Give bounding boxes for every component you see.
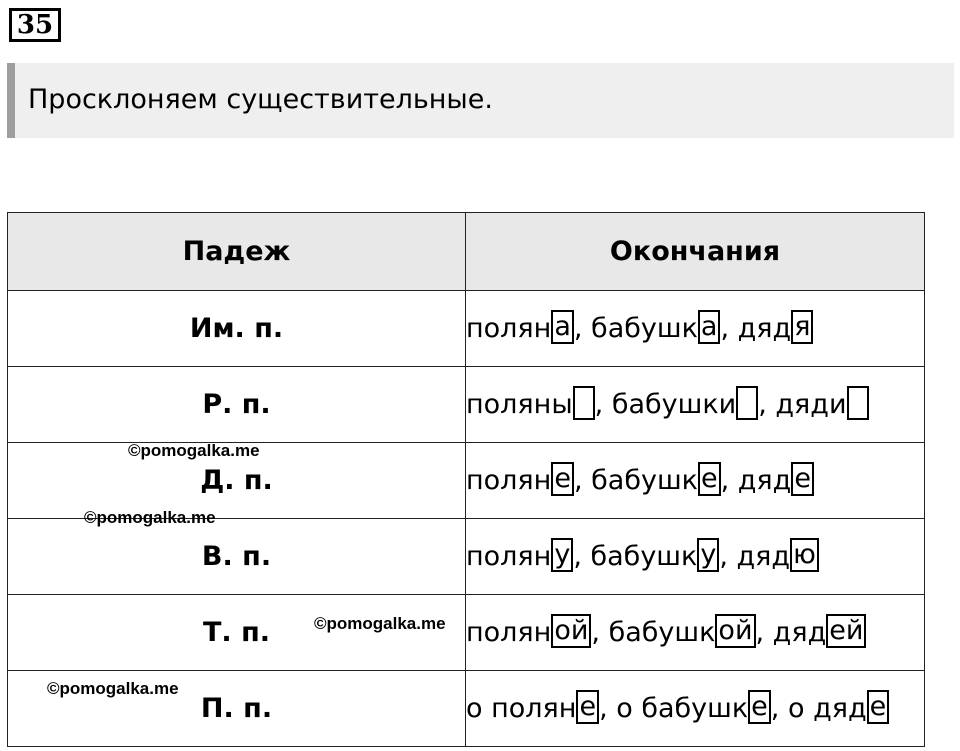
ending-box: ой bbox=[715, 614, 755, 648]
ending-box bbox=[736, 386, 758, 420]
ending-box: е bbox=[748, 690, 771, 724]
word-stem: о полян bbox=[466, 692, 577, 724]
ending-box bbox=[847, 386, 869, 420]
word-stem: , о бабушк bbox=[599, 692, 749, 724]
watermark: ©pomogalka.me bbox=[47, 679, 179, 698]
word-stem: поляны bbox=[466, 388, 573, 420]
endings-cell bbox=[466, 519, 925, 595]
case-cell: Р. п. bbox=[8, 367, 466, 443]
case-cell: Д. п. bbox=[8, 443, 466, 519]
ending-box: ей bbox=[826, 614, 866, 648]
ending-box: а bbox=[698, 310, 721, 344]
header-case: Падеж bbox=[8, 213, 466, 291]
ending-box: ю bbox=[790, 538, 819, 572]
ending-box: е bbox=[791, 462, 814, 496]
ending-box bbox=[573, 386, 595, 420]
endings-cell bbox=[466, 595, 925, 671]
word-stem: , дяд bbox=[720, 312, 792, 344]
ending-box: е bbox=[551, 462, 574, 496]
word-stem: полян bbox=[466, 616, 552, 648]
table-row bbox=[8, 367, 925, 443]
word-stem: , бабушк bbox=[591, 616, 716, 648]
header-endings: Окончания bbox=[466, 213, 925, 291]
word-stem: , дяди bbox=[758, 388, 847, 420]
endings-cell bbox=[466, 291, 925, 367]
watermark: ©pomogalka.me bbox=[84, 508, 216, 527]
task-banner bbox=[7, 63, 954, 138]
case-cell: Им. п. bbox=[8, 291, 466, 367]
case-cell: П. п. bbox=[8, 671, 466, 747]
ending-box: е bbox=[576, 690, 599, 724]
word-stem: , дяд bbox=[755, 616, 827, 648]
ending-box: а bbox=[551, 310, 574, 344]
ending-box: е bbox=[867, 690, 890, 724]
word-stem: , дяд bbox=[719, 540, 791, 572]
word-stem: , бабушк bbox=[573, 540, 698, 572]
table-header-row bbox=[8, 213, 925, 291]
case-cell: Т. п. bbox=[8, 595, 466, 671]
exercise-number: 35 bbox=[9, 8, 61, 42]
ending-box: е bbox=[698, 462, 721, 496]
word-stem: полян bbox=[466, 464, 552, 496]
table-row bbox=[8, 595, 925, 671]
word-stem: полян bbox=[466, 312, 552, 344]
word-stem: полян bbox=[466, 540, 552, 572]
word-stem: , бабушк bbox=[573, 312, 698, 344]
case-cell: В. п. bbox=[8, 519, 466, 595]
table-row bbox=[8, 291, 925, 367]
ending-box: у bbox=[551, 538, 573, 572]
ending-box: я bbox=[791, 310, 813, 344]
watermark: ©pomogalka.me bbox=[314, 614, 446, 633]
word-stem: , бабушк bbox=[573, 464, 698, 496]
task-text: Просклоняем существительные. bbox=[28, 84, 493, 115]
word-stem: , о дяд bbox=[770, 692, 867, 724]
endings-cell bbox=[466, 671, 925, 747]
watermark: ©pomogalka.me bbox=[128, 441, 260, 460]
declension-table bbox=[7, 212, 925, 747]
endings-cell bbox=[466, 443, 925, 519]
endings-cell bbox=[466, 367, 925, 443]
ending-box: ой bbox=[551, 614, 591, 648]
table-row bbox=[8, 519, 925, 595]
word-stem: , бабушки bbox=[594, 388, 737, 420]
word-stem: , дяд bbox=[720, 464, 792, 496]
ending-box: у bbox=[697, 538, 719, 572]
